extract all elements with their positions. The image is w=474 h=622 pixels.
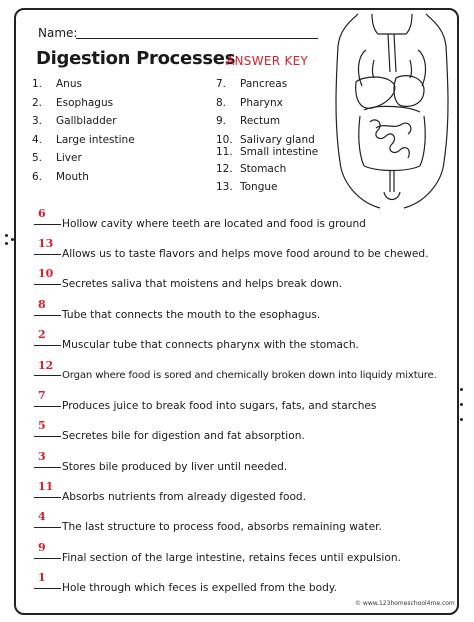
question-text: Stores bile produced by liver until needed. <box>62 461 288 473</box>
punch-dot <box>5 242 8 245</box>
word-bank-item <box>216 94 318 113</box>
answer-number: 3 <box>38 450 46 463</box>
question-item <box>34 510 382 533</box>
answer-blank[interactable] <box>34 345 61 346</box>
word-bank-item <box>32 94 135 113</box>
question-text: Final section of the large intestine, retains feces until expulsion. <box>62 552 401 564</box>
question-item <box>34 237 429 260</box>
word-bank-term: Mouth <box>56 170 89 183</box>
word-bank-term: Esophagus <box>56 96 114 109</box>
word-bank-number: 10. <box>216 133 233 146</box>
word-bank-number: 8. <box>216 96 227 109</box>
word-bank-item <box>32 131 135 150</box>
word-bank-term: Anus <box>56 78 82 90</box>
answer-blank[interactable] <box>34 497 61 498</box>
answer-number: 5 <box>38 419 46 432</box>
answer-key-label: ANSWER KEY <box>226 54 309 68</box>
question-item <box>34 480 307 503</box>
word-bank-term: Gallbladder <box>56 115 117 128</box>
word-bank-term: Small intestine <box>240 145 319 158</box>
punch-dot <box>460 403 463 406</box>
digestive-system-illustration <box>328 12 456 212</box>
word-bank-item <box>216 134 318 146</box>
word-bank-term: Stomach <box>240 162 287 175</box>
word-bank-number: 7. <box>216 78 227 90</box>
question-text: Produces juice to break food into sugars, fats, and starches <box>62 400 377 412</box>
word-bank-column-1 <box>32 75 135 187</box>
question-item <box>34 389 377 412</box>
answer-blank[interactable] <box>34 588 61 589</box>
answer-number: 7 <box>38 389 46 402</box>
punch-dot <box>11 238 14 241</box>
question-item <box>34 419 305 442</box>
word-bank-number: 13. <box>216 181 233 194</box>
answer-blank[interactable] <box>34 224 61 225</box>
answer-number: 12 <box>38 359 54 372</box>
answer-blank[interactable] <box>34 558 61 559</box>
word-bank-item <box>32 112 135 131</box>
punch-dot <box>460 388 463 391</box>
word-bank-term: Rectum <box>240 115 281 128</box>
answer-number: 8 <box>38 298 46 311</box>
word-bank-number: 9. <box>216 115 227 128</box>
question-item <box>34 267 343 290</box>
word-bank-number: 6. <box>32 170 43 183</box>
word-bank-term: Pharynx <box>240 96 283 109</box>
word-bank-item <box>216 112 318 131</box>
word-bank-number: 2. <box>32 96 43 109</box>
answer-number: 4 <box>38 510 46 523</box>
question-text: The last structure to process food, absorbs remaining water. <box>62 521 382 533</box>
worksheet-title: Digestion Processes <box>36 48 236 69</box>
word-bank-term: Large intestine <box>56 133 135 146</box>
question-text: Secretes bile for digestion and fat absorption. <box>62 430 305 442</box>
word-bank-number: 12. <box>216 162 233 175</box>
question-text: Secretes saliva that moistens and helps break down. <box>62 278 343 290</box>
word-bank-item <box>32 75 135 94</box>
question-item <box>34 450 288 473</box>
punch-dot <box>460 418 463 421</box>
answer-number: 1 <box>38 571 46 584</box>
question-text: Absorbs nutrients from already digested food. <box>62 491 307 503</box>
question-item <box>34 298 321 321</box>
word-bank-number: 1. <box>32 78 43 90</box>
answer-number: 13 <box>38 237 54 250</box>
question-text: Organ where food is sored and chemically broken down into liquidy mixture. <box>62 370 437 381</box>
answer-blank[interactable] <box>34 284 61 285</box>
word-bank-number: 11. <box>216 145 233 158</box>
question-text: Hollow cavity where teeth are located and food is ground <box>62 218 366 230</box>
word-bank-item <box>216 75 318 94</box>
answer-blank[interactable] <box>34 527 61 528</box>
question-item <box>34 571 337 594</box>
question-item <box>34 328 359 351</box>
word-bank-item <box>32 168 135 187</box>
question-item <box>34 541 401 564</box>
question-item <box>34 207 366 230</box>
answer-number: 2 <box>38 328 46 341</box>
name-label: Name: <box>38 26 78 40</box>
copyright-text: © www.123homeschool4me.com <box>355 600 455 607</box>
name-line <box>76 38 318 39</box>
answer-blank[interactable] <box>34 375 61 376</box>
punch-dot <box>5 234 8 237</box>
word-bank-item <box>216 146 318 158</box>
word-bank-number: 4. <box>32 133 43 146</box>
word-bank-item <box>216 178 318 197</box>
word-bank-number: 5. <box>32 152 43 165</box>
answer-blank[interactable] <box>34 436 61 437</box>
word-bank-number: 3. <box>32 115 43 128</box>
answer-number: 6 <box>38 207 46 220</box>
question-text: Allows us to taste flavors and helps move food around to be chewed. <box>62 248 429 260</box>
word-bank-term: Salivary gland <box>240 133 315 146</box>
question-text: Tube that connects the mouth to the esophagus. <box>62 309 321 321</box>
word-bank-item <box>32 149 135 168</box>
question-text: Hole through which feces is expelled from the body. <box>62 582 337 594</box>
word-bank-term: Pancreas <box>240 78 288 90</box>
word-bank-term: Liver <box>56 152 82 165</box>
answer-number: 9 <box>38 541 46 554</box>
word-bank-term: Tongue <box>240 181 278 194</box>
answer-blank[interactable] <box>34 467 61 468</box>
answer-blank[interactable] <box>34 254 61 255</box>
word-bank-column-2 <box>216 75 318 197</box>
word-bank-item <box>216 160 318 179</box>
answer-blank[interactable] <box>34 315 61 316</box>
answer-number: 10 <box>38 267 54 280</box>
question-text: Muscular tube that connects pharynx with the stomach. <box>62 339 359 351</box>
answer-number: 11 <box>38 480 54 493</box>
question-item <box>34 359 437 381</box>
answer-blank[interactable] <box>34 406 61 407</box>
